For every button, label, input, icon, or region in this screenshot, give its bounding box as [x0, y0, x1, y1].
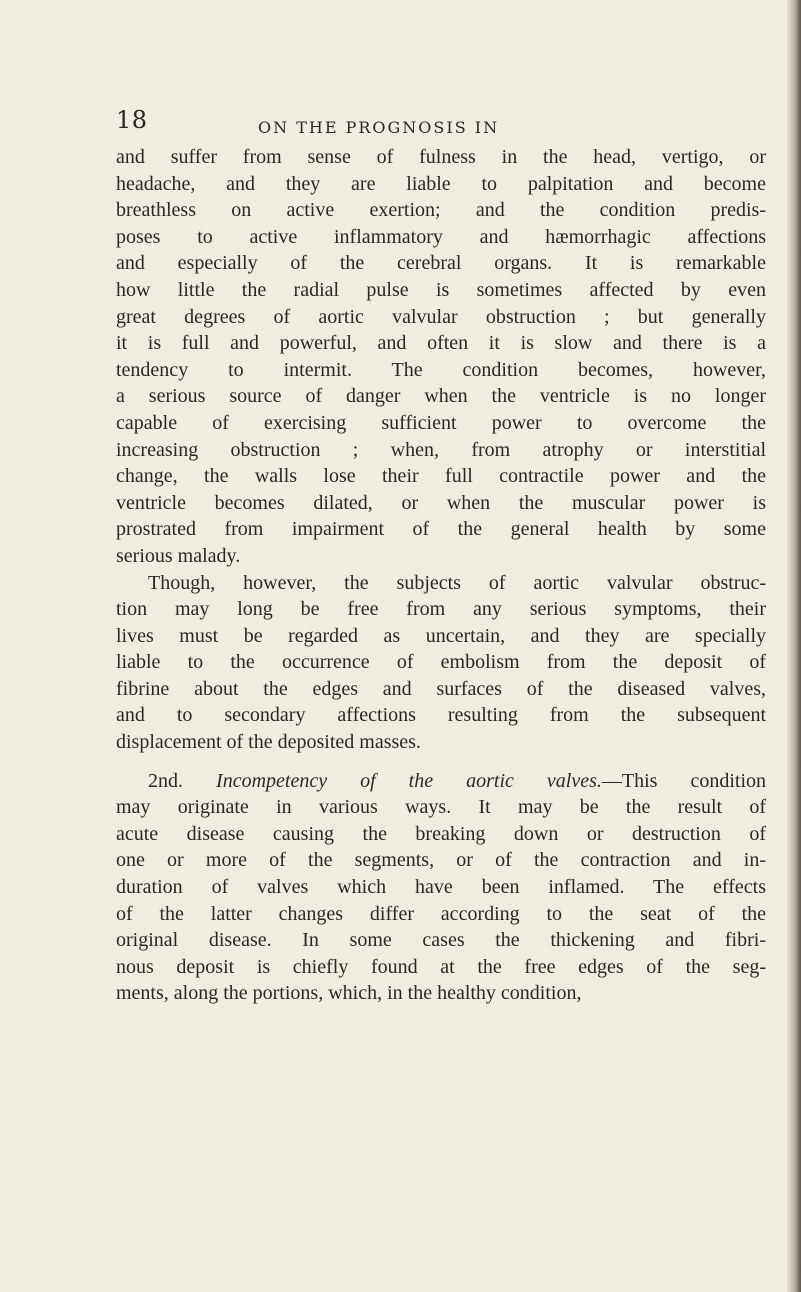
body-text [116, 144, 766, 1007]
text-line: of the latter changes differ according to the seat of the [116, 902, 766, 925]
running-head: ON THE PROGNOSIS IN [258, 118, 500, 137]
text-line: change, the walls lose their full contractile power and the [116, 465, 766, 488]
text-line: acute disease causing the breaking down or destruction of [116, 822, 766, 845]
text-line: capable of exercising sufficient power to overcome the [116, 411, 766, 434]
text-line: and especially of the cerebral organs. It is remarkable [116, 252, 766, 275]
text-line: one or more of the segments, or of the contraction and in- [116, 849, 766, 872]
text-line: poses to active inflammatory and hæmorrhagic affections [116, 225, 766, 248]
section-number: 2nd. [148, 769, 183, 792]
text-line: Though, however, the subjects of aortic valvular obstruc- [148, 571, 766, 594]
text-line: may originate in various ways. It may be the result of [116, 796, 766, 819]
text-line: original disease. In some cases the thickening and fibri- [116, 929, 766, 952]
text-line: it is full and powerful, and often it is slow and there is a [116, 332, 766, 355]
text-line: great degrees of aortic valvular obstruction ; but generally [116, 305, 766, 328]
text-line: tendency to intermit. The condition becomes, however, [116, 358, 766, 381]
text-line: prostrated from impairment of the general health by some [116, 518, 766, 541]
section-heading: Incompetency of the aortic valves. [216, 769, 602, 792]
text-line: serious malady. [116, 544, 241, 567]
paragraph-1 [116, 144, 766, 570]
text-line: ments, along the portions, which, in the healthy condition, [116, 982, 582, 1005]
text-line: breathless on active exertion; and the condition predis- [116, 199, 766, 222]
text-line: and to secondary affections resulting from the subsequent [116, 704, 766, 727]
text-line: ventricle becomes dilated, or when the muscular power is [116, 491, 766, 514]
text-line: nous deposit is chiefly found at the free edges of the seg- [116, 955, 766, 978]
text-line: and suffer from sense of fulness in the head, vertigo, or [116, 146, 766, 168]
heading-continuation: —This condition [601, 769, 767, 792]
text-line [116, 768, 766, 795]
paragraph-2 [116, 570, 766, 756]
text-line: tion may long be free from any serious symptoms, their [116, 598, 766, 621]
text-line: liable to the occurrence of embolism from the deposit of [116, 651, 766, 674]
page-number: 18 [116, 106, 148, 134]
text-line: how little the radial pulse is sometimes affected by even [116, 278, 766, 301]
text-line: fibrine about the edges and surfaces of the diseased valves, [116, 677, 766, 700]
page-edge-shadow [787, 0, 801, 1292]
text-line: lives must be regarded as uncertain, and they are specially [116, 624, 766, 647]
paragraph-3 [116, 768, 766, 1007]
text-line: a serious source of danger when the ventricle is no longer [116, 385, 766, 408]
text-line: increasing obstruction ; when, from atrophy or interstitial [116, 438, 766, 461]
text-line: duration of valves which have been inflamed. The effects [116, 876, 766, 899]
text-line: displacement of the deposited masses. [116, 731, 421, 754]
text-line: headache, and they are liable to palpitation and become [116, 172, 766, 195]
